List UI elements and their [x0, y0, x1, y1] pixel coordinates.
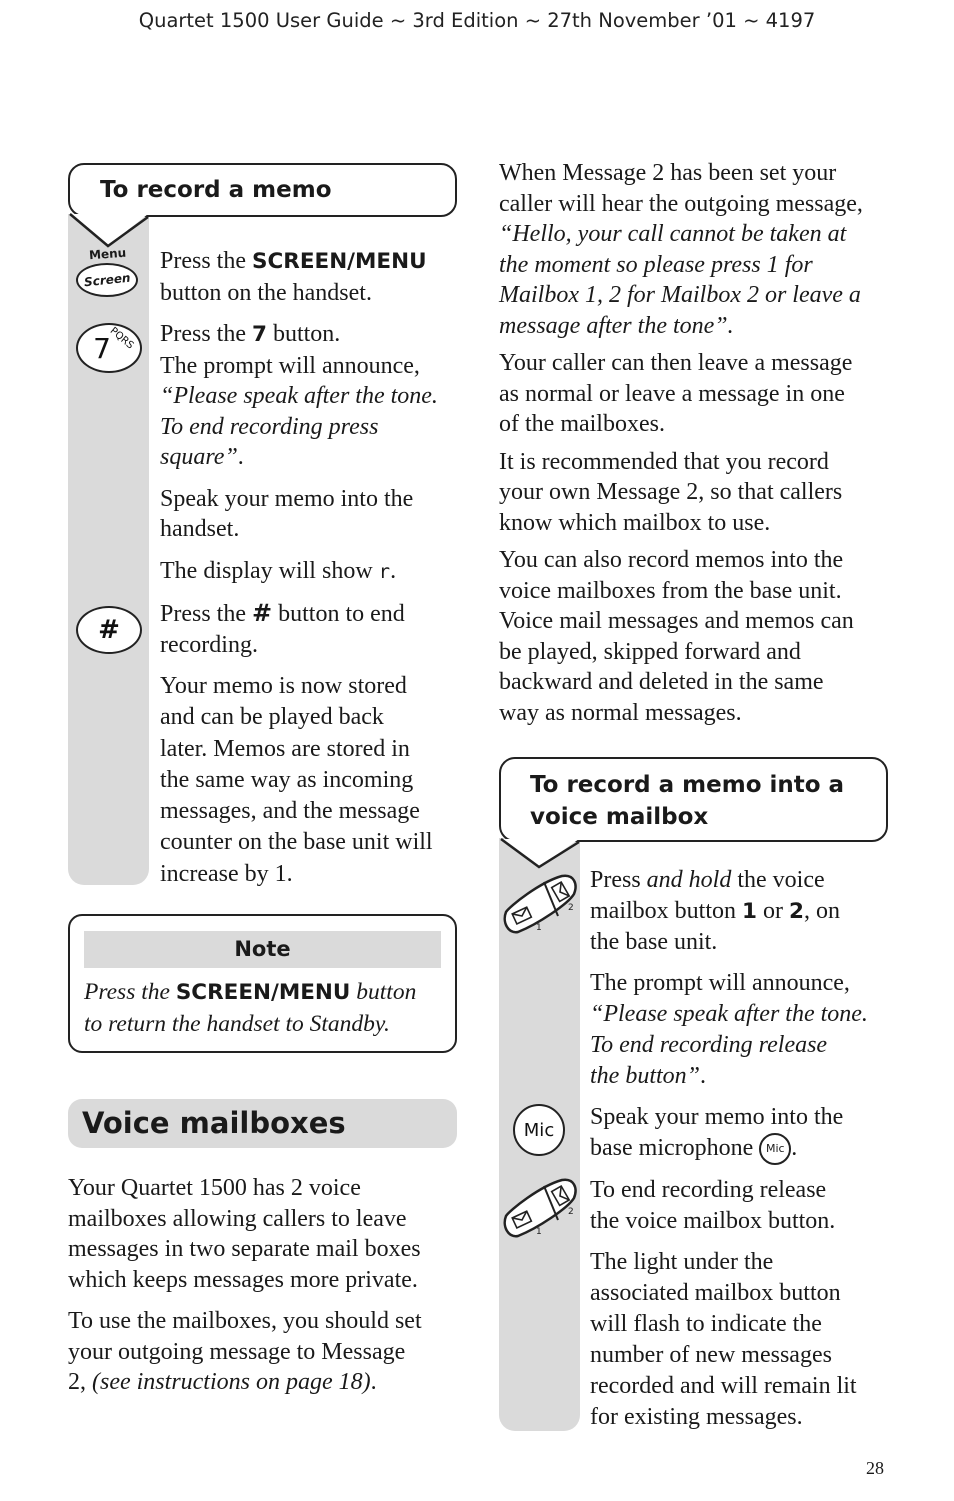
step-3: Speak your memo into the handset. [160, 485, 414, 542]
svg-text:1: 1 [536, 923, 542, 933]
key-7-icon: 7 PQRS [76, 323, 142, 373]
svg-text:1: 1 [536, 1227, 542, 1237]
mailbox-step-5: The light under the associated mailbox button will flash to indicate the number of new messages recorded and will remain lit for existing messages. [590, 1249, 857, 1431]
screen-menu-button-icon [76, 263, 138, 297]
left-steps-strip [68, 214, 149, 885]
title-box-pointer [499, 837, 589, 877]
step-2: Press the 7 button. The prompt will announce, “Please speak after the tone. To end recording press square”. [160, 321, 438, 470]
screen-label: Screen [83, 270, 131, 290]
step-4: The display will show r. [160, 557, 397, 584]
mailbox-step-2: The prompt will announce, “Please speak after the tone. To end recording release the button”. [590, 970, 868, 1089]
step-1: Press the SCREEN/MENU button on the handset. [160, 248, 427, 306]
microphone-icon: Mic [513, 1104, 565, 1156]
step-5: Press the # button to end recording. [160, 599, 405, 658]
svg-text:2: 2 [568, 903, 574, 913]
svg-text:2: 2 [568, 1207, 574, 1217]
inline-mic-icon: Mic [759, 1133, 791, 1165]
hash-key-icon: # [76, 606, 142, 654]
menu-label: Menu [88, 245, 127, 263]
voice-mailboxes-heading: Voice mailboxes [68, 1099, 457, 1148]
note-box [68, 914, 457, 1053]
left-steps-text [160, 246, 465, 890]
left-section-title-box [68, 163, 457, 217]
mailbox-button-icon [500, 1176, 580, 1240]
left-section-title: To record a memo [100, 177, 332, 203]
page-header: Quartet 1500 User Guide ~ 3rd Edition ~ 27th November ’01 ~ 4197 [138, 9, 816, 32]
mailbox-step-3: Speak your memo into the base microphone Mic . [590, 1102, 900, 1165]
step-6: Your memo is now stored and can be played back later. Memos are stored in the same way as incoming messages, and the message counter on the base unit will increase by 1. [160, 673, 433, 887]
right-steps-text [590, 865, 900, 1433]
mailbox-step-4: To end recording release the voice mailbox button. [590, 1177, 836, 1235]
page-number: 28 [866, 1458, 884, 1478]
voice-mailboxes-text: Your Quartet 1500 has 2 voice mailboxes allowing callers to leave messages in two separate mail boxes which keeps messages more private. To use the mailboxes, you should set your outgoing message to Message 2, (see instructions on page 18). [68, 1175, 422, 1395]
right-intro-text: When Message 2 has been set your caller will hear the outgoing message, “Hello, your call cannot be taken at the moment so please press 1 for Mailbox 1, 2 for Mailbox 2 or leave a message after the tone”. Your caller can then leave a message as normal or leave a message in one of the mailboxes. It is recommended that you record your own Message 2, so that callers know which mailbox to use. You can also record memos into the voice mailboxes from the base unit. Voice mail messages and memos can be played, skipped forward and backward and deleted in the same way as normal messages. [499, 160, 863, 726]
mailbox-button-icon [500, 872, 580, 936]
mailbox-step-1: Press and hold the voice mailbox button 1 or 2, on the base unit. [590, 867, 840, 955]
note-heading: Note [84, 931, 441, 968]
note-text: Press the SCREEN/MENU button to return the handset to Standby. [84, 979, 417, 1037]
right-section-title-box: To record a memo into a voice mailbox [499, 757, 888, 842]
